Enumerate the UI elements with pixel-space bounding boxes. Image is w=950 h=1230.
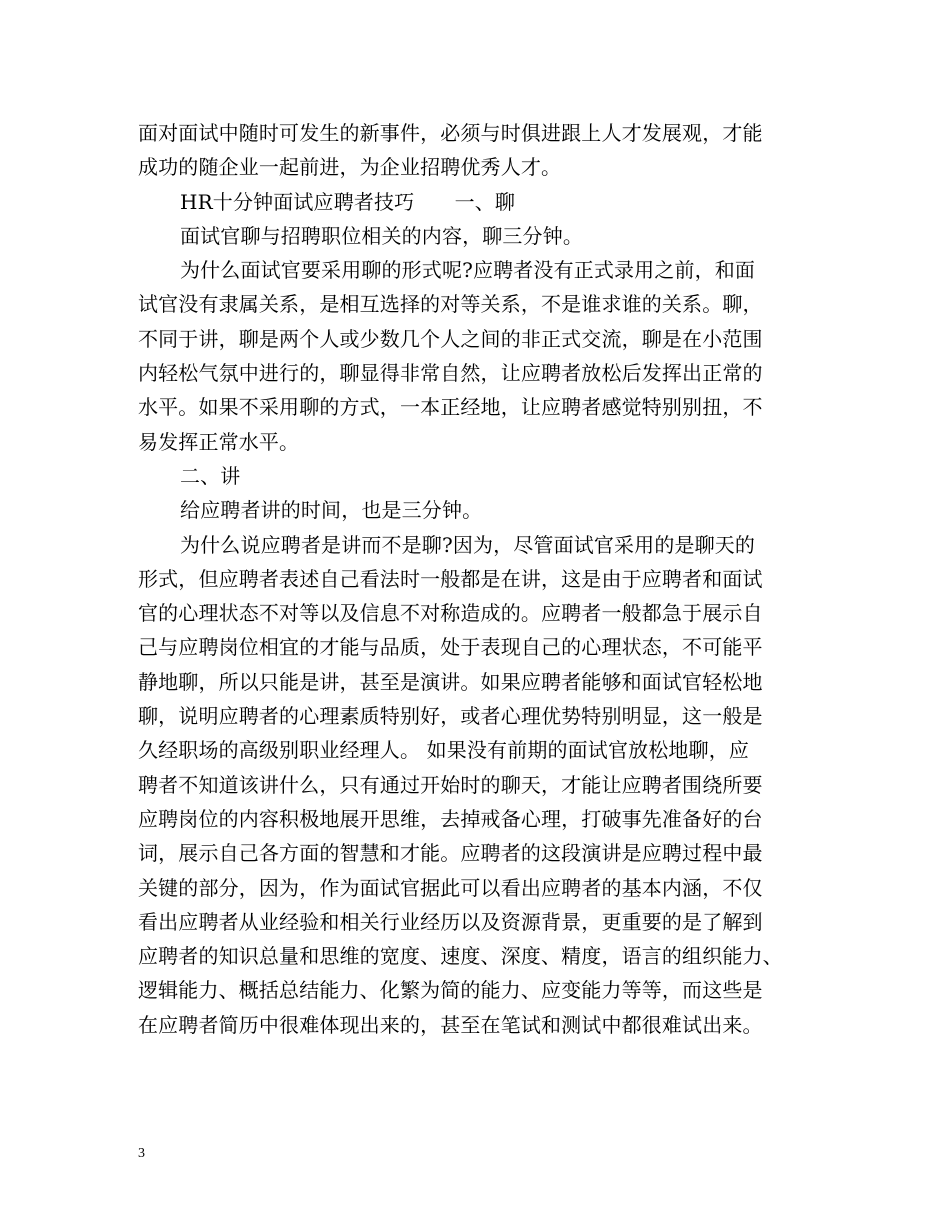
text-line: 应聘者的知识总量和思维的宽度、速度、深度、精度，语言的组织能力、 [138,944,783,969]
document-body [138,116,818,1042]
text-line: 逻辑能力、概括总结能力、化繁为简的能力、应变能力等等，而这些是 [138,978,763,1003]
text-line: 给应聘者讲的时间，也是三分钟。 [180,498,483,523]
text-line: 为什么说应聘者是讲而不是聊?因为，尽管面试官采用的是聊天的 [180,532,756,557]
text-line: 易发挥正常水平。 [138,429,300,454]
text-line: 关键的部分，因为，作为面试官据此可以看出应聘者的基本内涵，不仅 [138,875,763,900]
text-line: 应聘岗位的内容积极地展开思维，去掉戒备心理，打破事先准备好的台 [138,806,763,831]
text-line: 己与应聘岗位相宜的才能与品质，处于表现自己的心理状态，不可能平 [138,635,763,660]
text-line: 看出应聘者从业经验和相关行业经历以及资源背景，更重要的是了解到 [138,909,763,934]
text-line: 不同于讲，聊是两个人或少数几个人之间的非正式交流，聊是在小范围 [138,326,763,351]
text-line: 成功的随企业一起前进，为企业招聘优秀人才。 [138,155,562,180]
text-line: 形式，但应聘者表述自己看法时一般都是在讲，这是由于应聘者和面试 [138,566,763,591]
text-line: 词，展示自己各方面的智慧和才能。应聘者的这段演讲是应聘过程中最 [138,841,763,866]
text-line: 内轻松气氛中进行的，聊显得非常自然，让应聘者放松后发挥出正常的 [138,361,763,386]
text-line: 在应聘者简历中很难体现出来的，甚至在笔试和测试中都很难试出来。 [138,1012,763,1037]
text-line: 聊，说明应聘者的心理素质特别好，或者心理优势特别明显，这一般是 [138,704,763,729]
text-line: 试官没有隶属关系，是相互选择的对等关系，不是谁求谁的关系。聊， [138,292,763,317]
section-heading: HR十分钟面试应聘者技巧 一、聊 [180,189,516,214]
text-line: 静地聊，所以只能是讲，甚至是演讲。如果应聘者能够和面试官轻松地 [138,669,763,694]
text-line: 面试官聊与招聘职位相关的内容，聊三分钟。 [180,223,583,248]
text-line: 面对面试中随时可发生的新事件，必须与时俱进跟上人才发展观，才能 [138,121,763,145]
text-line: 久经职场的高级别职业经理人。 如果没有前期的面试官放松地聊，应 [138,738,750,763]
text-line: 为什么面试官要采用聊的形式呢?应聘者没有正式录用之前，和面 [180,258,756,283]
text-line: 聘者不知道该讲什么，只有通过开始时的聊天，才能让应聘者围绕所要 [138,772,763,797]
section-heading: 二、讲 [180,463,241,488]
text-line: 官的心理状态不对等以及信息不对称造成的。应聘者一般都急于展示自 [138,601,763,626]
text-line: 水平。如果不采用聊的方式，一本正经地，让应聘者感觉特别别扭，不 [138,395,763,420]
page-number: 3 [138,1146,145,1161]
